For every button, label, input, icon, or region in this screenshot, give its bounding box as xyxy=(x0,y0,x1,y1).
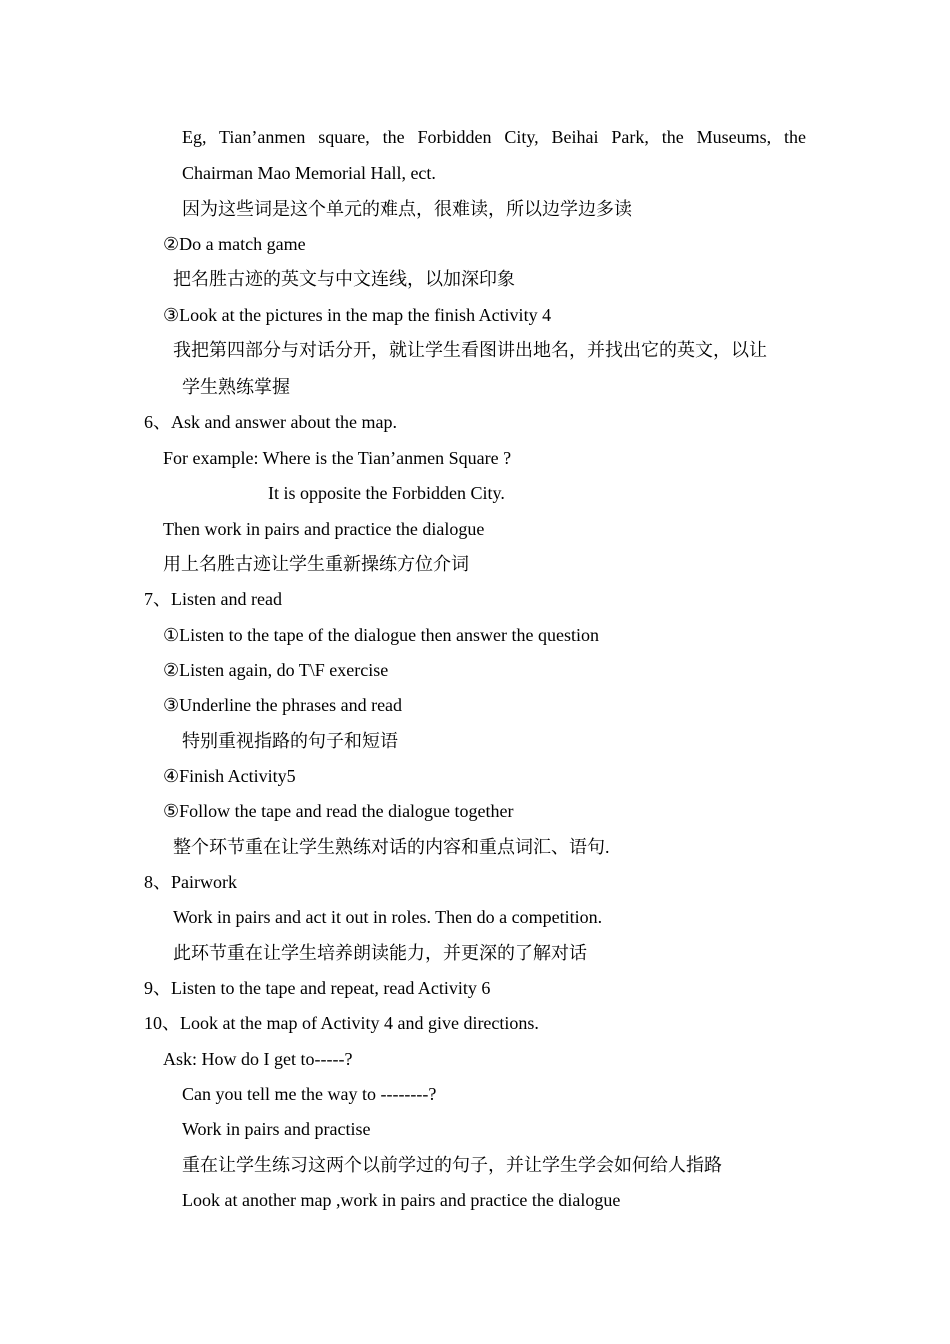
section-9-heading: 9、Listen to the tape and repeat, read Activity 6 xyxy=(144,978,491,998)
step-listen-answer: ①Listen to the tape of the dialogue then answer the question xyxy=(163,625,600,645)
note-reading-ability: 此环节重在让学生培养朗读能力，并更深的了解对话 xyxy=(173,943,587,963)
section-10-heading: 10、Look at the map of Activity 4 and give directions. xyxy=(144,1013,539,1033)
ask-way-line: Can you tell me the way to --------? xyxy=(182,1084,437,1104)
example-answer: It is opposite the Forbidden City. xyxy=(268,483,505,503)
note-activity-4-line-2: 学生熟练掌握 xyxy=(182,377,290,397)
note-match-game: 把名胜古迹的英文与中文连线，以加深印象 xyxy=(173,269,515,289)
pairwork-instruction: Work in pairs and act it out in roles. Then do a competition. xyxy=(173,907,603,927)
step-follow-tape: ⑤Follow the tape and read the dialogue together xyxy=(163,801,514,821)
step-listen-tf: ②Listen again, do T\F exercise xyxy=(163,660,389,680)
another-map-line: Look at another map ,work in pairs and practice the dialogue xyxy=(182,1190,621,1210)
step-look-at-pictures: ③Look at the pictures in the map the finish Activity 4 xyxy=(163,305,552,325)
section-7-heading: 7、Listen and read xyxy=(144,589,282,609)
note-directions-phrases: 特别重视指路的句子和短语 xyxy=(182,731,398,751)
note-prepositions: 用上名胜古迹让学生重新操练方位介词 xyxy=(163,554,469,574)
step-underline-phrases: ③Underline the phrases and read xyxy=(163,695,403,715)
step-match-game: ②Do a match game xyxy=(163,234,306,254)
section-8-heading: 8、Pairwork xyxy=(144,872,237,892)
section-6-heading: 6、Ask and answer about the map. xyxy=(144,412,397,432)
example-places-line-2: Chairman Mao Memorial Hall, ect. xyxy=(182,163,436,183)
note-difficult-words: 因为这些词是这个单元的难点，很难读，所以边学边多读 xyxy=(182,199,632,219)
note-give-directions: 重在让学生练习这两个以前学过的句子，并让学生学会如何给人指路 xyxy=(182,1155,722,1175)
example-question: For example: Where is the Tian’anmen Square ? xyxy=(163,448,512,468)
note-whole-section: 整个环节重在让学生熟练对话的内容和重点词汇、语句. xyxy=(173,837,610,857)
example-places-line-1: Eg, Tian’anmen square, the Forbidden City, Beihai Park, the Museums, the xyxy=(182,127,806,147)
ask-how-line: Ask: How do I get to-----? xyxy=(163,1049,353,1069)
pair-practice-line: Then work in pairs and practice the dialogue xyxy=(163,519,485,539)
note-activity-4-line-1: 我把第四部分与对话分开，就让学生看图讲出地名，并找出它的英文，以让 xyxy=(173,340,767,360)
step-finish-activity-5: ④Finish Activity5 xyxy=(163,766,296,786)
pair-practise-line: Work in pairs and practise xyxy=(182,1119,371,1139)
